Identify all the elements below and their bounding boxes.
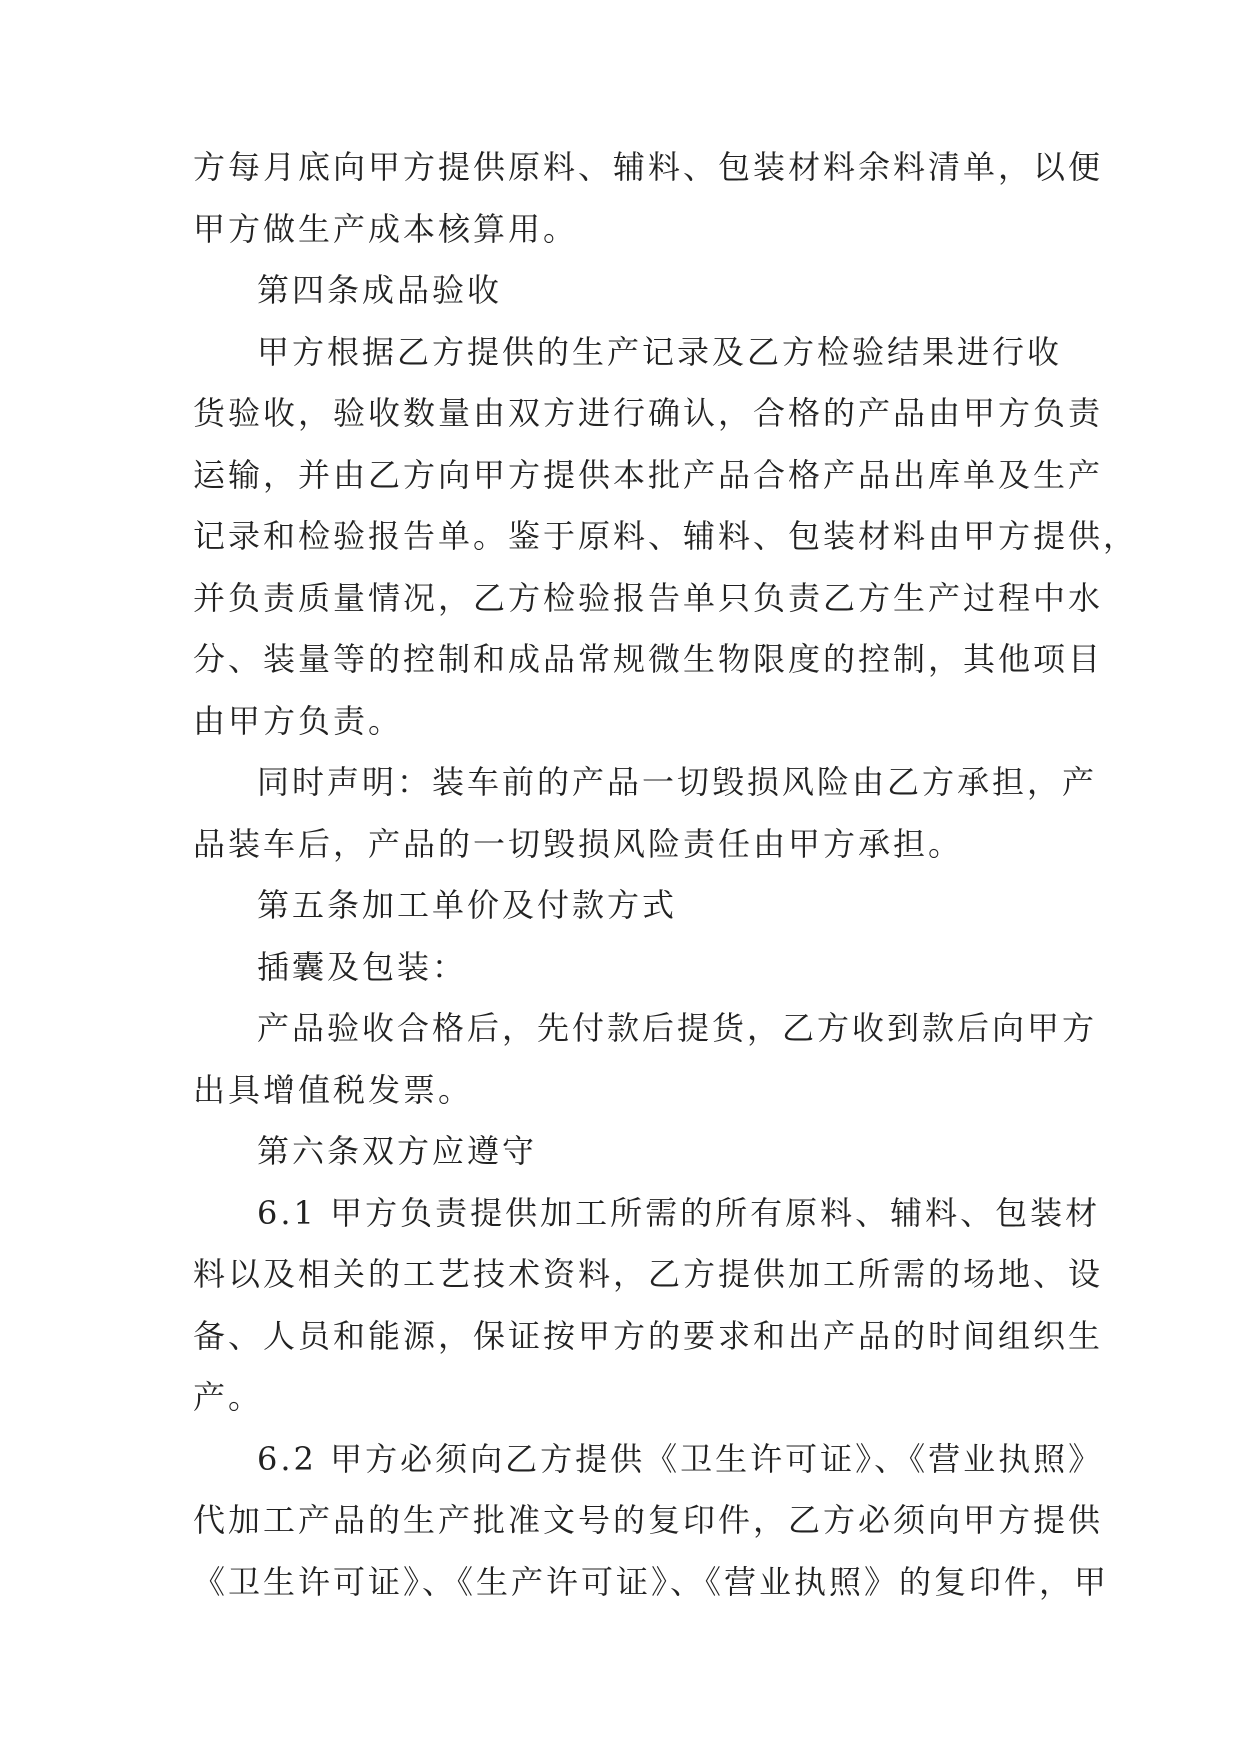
text-line: 并负责质量情况，乙方检验报告单只负责乙方生产过程中水 [193, 578, 1104, 617]
text-line: 甲方做生产成本核算用。 [193, 209, 579, 248]
text-line: 分、装量等的控制和成品常规微生物限度的控制，其他项目 [193, 640, 1104, 678]
text-line: 方每月底向甲方提供原料、辅料、包装材料余料清单，以便 [193, 148, 1104, 186]
text-line: 出具增值税发票。 [193, 1070, 474, 1109]
text-line: 产。 [193, 1378, 264, 1416]
text-line: 甲方根据乙方提供的生产记录及乙方检验结果进行收 [257, 332, 1063, 371]
text-line: 第四条成品验收 [257, 271, 503, 309]
text-line: 第五条加工单价及付款方式 [257, 886, 678, 924]
text-line: 代加工产品的生产批准文号的复印件，乙方必须向甲方提供 [193, 1501, 1104, 1539]
text-line: 备、人员和能源，保证按甲方的要求和出产品的时间组织生 [193, 1316, 1104, 1355]
text-line: 记录和检验报告单。鉴于原料、辅料、包装材料由甲方提供， [193, 517, 1139, 555]
text-line: 料以及相关的工艺技术资料，乙方提供加工所需的场地、设 [193, 1255, 1104, 1293]
text-line: 6.1 甲方负责提供加工所需的所有原料、辅料、包装材 [257, 1193, 1101, 1232]
text-line: 产品验收合格后，先付款后提货，乙方收到款后向甲方 [257, 1009, 1098, 1047]
text-line: 《卫生许可证》、《生产许可证》、《营业执照》的复印件，甲 [193, 1562, 1110, 1601]
text-line: 同时声明：装车前的产品一切毁损风险由乙方承担，产 [257, 763, 1098, 801]
text-line: 插囊及包装： [257, 947, 468, 986]
text-line: 品装车后，产品的一切毁损风险责任由甲方承担。 [193, 824, 964, 863]
text-line: 第六条双方应遵守 [257, 1132, 538, 1170]
text-line: 由甲方负责。 [193, 701, 404, 740]
text-line: 6.2 甲方必须向乙方提供《卫生许可证》、《营业执照》 [257, 1439, 1104, 1478]
text-line: 货验收，验收数量由双方进行确认，合格的产品由甲方负责 [193, 394, 1104, 432]
text-line: 运输，并由乙方向甲方提供本批产品合格产品出库单及生产 [193, 455, 1104, 494]
document-body [193, 137, 1139, 1613]
